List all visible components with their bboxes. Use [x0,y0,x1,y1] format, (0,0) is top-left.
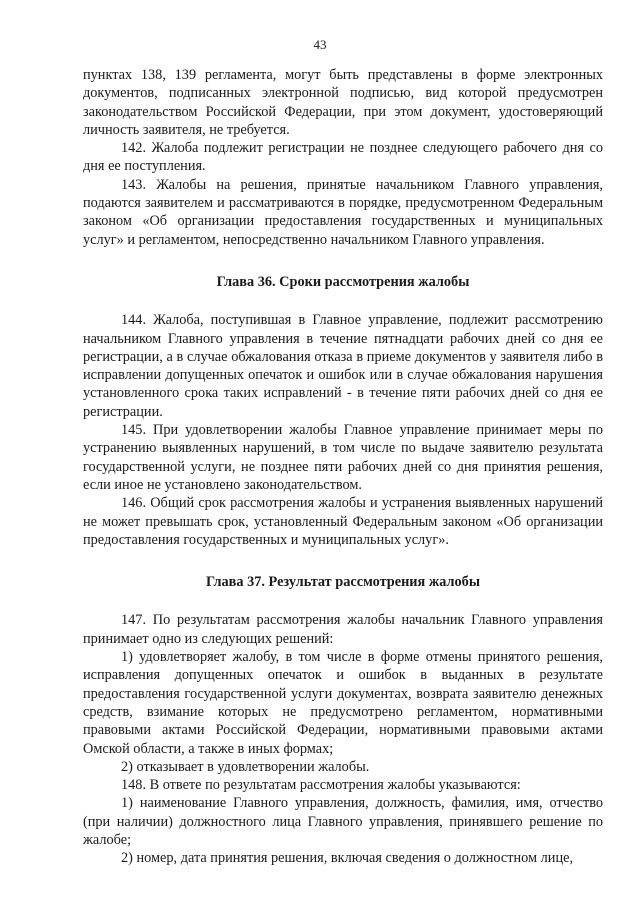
chapter-36-heading: Глава 36. Сроки рассмотрения жалобы [216,273,470,290]
paragraph-148-item-1: 1) наименование Главного управления, должность, фамилия, имя, отчество (при наличии) должностного лица Главного управления, принявшего решение по жалобе; [83,795,603,848]
chapter-37-heading: Глава 37. Результат рассмотрения жалобы [206,574,480,591]
paragraph-144: 144. Жалоба, поступившая в Главное управление, подлежит рассмотрению начальником Главного управления в течение пятнадцати рабочих дней со дня ее регистрации, а в случае обжалования отказа в приеме документов у заявителя либо в исправлении допущенных опечаток и ошибок или в случае обжалования нарушения установленного срока таких исправлений - в течение пяти рабочих дней со дня ее регистрации. [83,312,603,420]
paragraph-143: 143. Жалобы на решения, принятые начальником Главного управления, подаются заявителем и рассматриваются в порядке, предусмотренном Федеральным законом «Об организации предоставления государственных и муниципальных услуг» и регламентом, непосредственно начальником Главного управления. [83,176,603,248]
paragraph-147: 147. По результатам рассмотрения жалобы начальник Главного управления принимает одно из следующих решений: [83,612,603,647]
paragraph-148: 148. В ответе по результатам рассмотрения жалобы указываются: [121,777,521,794]
page-content [83,66,603,868]
paragraph-continuation: пунктах 138, 139 регламента, могут быть представлены в форме электронных документов, подписанных электронной подписью, вид которой предусмотрен законодательством Российской Федерации, при этом документ, удостоверяющий личность заявителя, не требуется. [83,67,603,138]
paragraph-148-item-2: 2) номер, дата принятия решения, включая сведения о должностном лице, [121,850,574,867]
paragraph-142: 142. Жалоба подлежит регистрации не позднее следующего рабочего дня со дня ее поступления. [83,140,603,175]
paragraph-147-item-1: 1) удовлетворяет жалобу, в том числе в форме отмены принятого решения, исправления допущенных опечаток и ошибок в выданных в результате предоставления государственной услуги документах, возврата заявителю денежных средств, взимание которых не предусмотрено регламентом, нормативными правовыми актами Российской Федерации, нормативными правовыми актами Омской области, а также в иных формах; [83,649,603,757]
paragraph-147-item-2: 2) отказывает в удовлетворении жалобы. [121,758,370,775]
paragraph-145: 145. При удовлетворении жалобы Главное управление принимает меры по устранению выявленных нарушений, в том числе по выдаче заявителю результата государственной услуги, не позднее пяти рабочих дней со дня принятия решения, если иное не установлено законодательством. [83,422,603,493]
page-number: 43 [313,37,327,52]
paragraph-146: 146. Общий срок рассмотрения жалобы и устранения выявленных нарушений не может превышать срок, установленный Федеральным законом «Об организации предоставления государственных и муниципальных услуг». [83,495,603,548]
